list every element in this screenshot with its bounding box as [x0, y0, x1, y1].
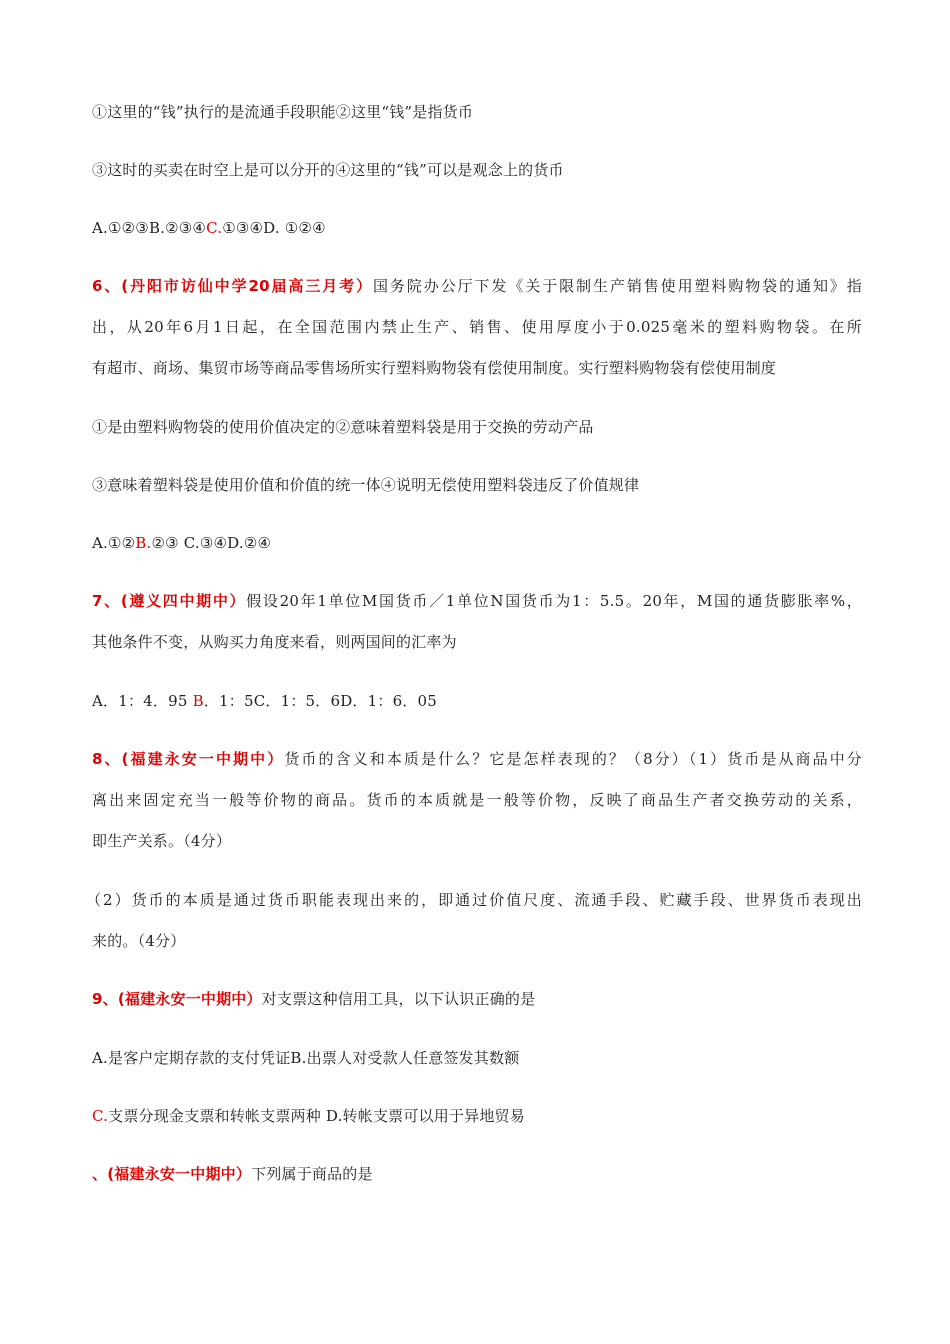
- q9-opt-ab-text: A.是客户定期存款的支付凭证B.出票人对受款人任意签发其数额: [92, 1049, 520, 1067]
- q6-stem-text-3: 有超市、商场、集贸市场等商品零售场所实行塑料购物袋有偿使用制度。实行塑料购物袋有偿使用制度: [92, 359, 777, 377]
- q9-source-heading: 9、(福建永安一中期中）: [92, 990, 262, 1008]
- q8-stem-text-1: 货币的含义和本质是什么？它是怎样表现的？（8分）（1）货币是从商品中分: [284, 750, 862, 768]
- q8-source-heading: 8、(福建永安一中期中）: [92, 750, 285, 768]
- q6-stem-line-3: [92, 357, 862, 379]
- q8-answer-line-2: [92, 789, 862, 811]
- q5-answer-choices: [92, 217, 862, 239]
- q6-answer-b-label: B.: [135, 534, 152, 552]
- q7-stem-line-2: [92, 631, 862, 653]
- q6-stem-line-1: [92, 275, 862, 297]
- q10-stem-line-1: [92, 1163, 862, 1185]
- q6-stem-text-2: 出，从20年6月1日起，在全国范围内禁止生产、销售、使用厚度小于0.025毫米的塑料购物袋。在所: [92, 318, 862, 336]
- q7-answer-b-c-d: ．1：5C．1：5．6D．1：6．05: [203, 692, 438, 710]
- q5-opt34-text: ③这时的买卖在时空上是可以分开的④这里的“钱”可以是观念上的货币: [92, 161, 564, 179]
- q5-answer-c-label: C.: [206, 219, 223, 237]
- q7-stem-line-1: [92, 590, 862, 612]
- q8-answer-text-3: 即生产关系。（4分）: [92, 832, 232, 850]
- q8-answer-text-4: （2）货币的本质是通过货币职能表现出来的，即通过价值尺度、流通手段、贮藏手段、世界货币表现出: [86, 891, 862, 909]
- q10-stem-text-1: 下列属于商品的是: [251, 1165, 373, 1183]
- q7-source-heading: 7、(遵义四中期中）: [92, 592, 247, 610]
- q6-opt34-text: ③意味着塑料袋是使用价值和价值的统一体④说明无偿使用塑料袋违反了价值规律: [92, 476, 640, 494]
- q7-stem-text-1: 假设20年1单位M国货币／1单位N国货币为1：5.5。20年，M国的通货膨胀率%，: [246, 592, 862, 610]
- q6-stem-text-1: 国务院办公厅下发《关于限制生产销售使用塑料购物袋的通知》指: [373, 277, 862, 295]
- q6-answer-choices: [92, 532, 862, 554]
- q7-answer-b-label: B: [192, 692, 204, 710]
- q5-answer-a-b: A.①②③B.②③④: [92, 219, 207, 237]
- q8-answer-text-2: 离出来固定充当一般等价物的商品。货币的本质就是一般等价物，反映了商品生产者交换劳动的关系，: [92, 791, 862, 809]
- q5-options-3-4: [92, 159, 862, 181]
- q6-answer-a: A.①②: [92, 534, 136, 552]
- q6-answer-b-c-d: ②③ C.③④D.②④: [151, 534, 272, 552]
- q8-answer-line-3: [92, 830, 862, 852]
- q6-stem-line-2: [92, 316, 862, 338]
- q8-answer-text-5: 来的。（4分）: [92, 932, 186, 950]
- q9-options-a-b: [92, 1047, 862, 1069]
- q8-answer-line-5: [92, 930, 862, 952]
- q5-opt12-text: ①这里的“钱”执行的是流通手段职能②这里“钱”是指货币: [92, 103, 474, 121]
- q10-source-heading: 、(福建永安一中期中）: [92, 1165, 252, 1183]
- q6-opt12-text: ①是由塑料购物袋的使用价值决定的②意味着塑料袋是用于交换的劳动产品: [92, 418, 594, 436]
- q9-opt-cd-text: 支票分现金支票和转帐支票两种 D.转帐支票可以用于异地贸易: [108, 1107, 525, 1125]
- q5-answer-c-d: ①③④D. ①②④: [222, 219, 326, 237]
- q8-answer-line-4: [86, 889, 862, 911]
- q6-options-1-2: [92, 416, 862, 438]
- q5-options-1-2: [92, 101, 862, 123]
- q6-source-heading: 6、(丹阳市访仙中学20届高三月考）: [92, 277, 374, 295]
- q9-options-c-d: [92, 1105, 862, 1127]
- q7-answer-a: A．1：4．95: [92, 692, 188, 710]
- q7-stem-text-2: 其他条件不变，从购买力角度来看，则两国间的汇率为: [92, 633, 457, 651]
- q8-stem-line-1: [92, 748, 862, 770]
- q9-stem-text-1: 对支票这种信用工具，以下认识正确的是: [261, 990, 536, 1008]
- q9-stem-line-1: [92, 988, 862, 1010]
- q6-options-3-4: [92, 474, 862, 496]
- q9-answer-c-label: C.: [92, 1107, 109, 1125]
- q7-answer-choices: [92, 690, 862, 712]
